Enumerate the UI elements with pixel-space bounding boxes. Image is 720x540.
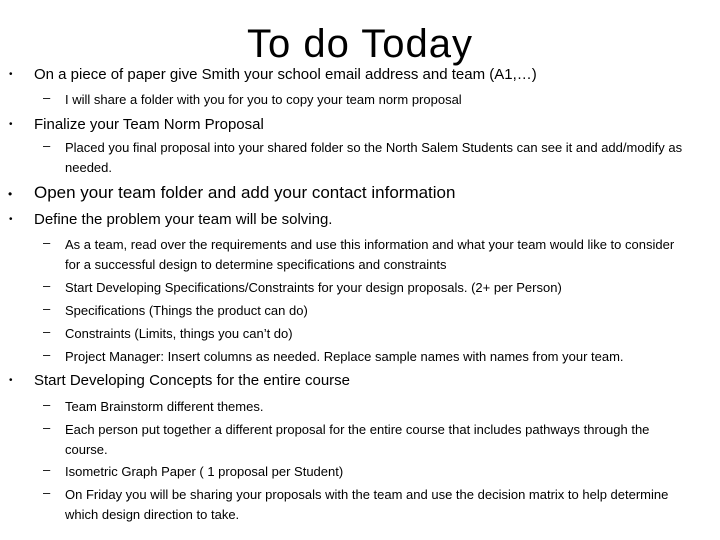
bullet-icon: •: [9, 69, 13, 80]
sub-bullet-text: As a team, read over the requirements and use this information and what your team would like to consider for a successful design to determine specifications and constraints: [65, 237, 675, 272]
dash-icon: –: [43, 235, 51, 250]
sub-bullet-text: On Friday you will be sharing your proposals with the team and use the decision matrix to help determine which design direction to take.: [65, 487, 669, 522]
bullet-text: Open your team folder and add your contact information: [34, 183, 456, 202]
sub-bullet-text: Isometric Graph Paper ( 1 proposal per Student): [65, 464, 344, 479]
dash-icon: –: [43, 301, 51, 316]
sub-bullet-text: Placed you final proposal into your shared folder so the North Salem Students can see it and add/modify as needed.: [65, 140, 683, 175]
bullet-text: Finalize your Team Norm Proposal: [34, 116, 264, 133]
bullet-text: Define the problem your team will be solving.: [34, 211, 333, 228]
dash-icon: –: [43, 347, 51, 362]
bullet-text: On a piece of paper give Smith your school email address and team (A1,…): [34, 66, 537, 83]
sub-bullet-text: Each person put together a different proposal for the entire course that includes pathways through the course.: [65, 422, 650, 457]
page-title: To do Today: [247, 22, 473, 66]
dash-icon: –: [43, 485, 51, 500]
dash-icon: –: [43, 90, 51, 105]
sub-bullet-text: Start Developing Specifications/Constraints for your design proposals. (2+ per Person): [65, 280, 562, 295]
sub-bullet-text: Team Brainstorm different themes.: [65, 399, 264, 414]
bullet-text: Start Developing Concepts for the entire course: [34, 372, 351, 389]
dash-icon: –: [43, 138, 51, 153]
dash-icon: –: [43, 462, 51, 477]
dash-icon: –: [43, 420, 51, 435]
sub-bullet-text: Project Manager: Insert columns as needed. Replace sample names with names from your team.: [65, 349, 624, 364]
dash-icon: –: [43, 324, 51, 339]
dash-icon: –: [43, 278, 51, 293]
bullet-icon: •: [9, 375, 13, 386]
bullet-icon: •: [9, 119, 13, 130]
sub-bullet-text: I will share a folder with you for you to copy your team norm proposal: [65, 92, 462, 107]
sub-bullet-text: Constraints (Limits, things you can’t do): [65, 326, 293, 341]
sub-bullet-text: Specifications (Things the product can do): [65, 303, 308, 318]
bullet-icon: •: [8, 187, 13, 201]
bullet-icon: •: [9, 214, 13, 225]
dash-icon: –: [43, 397, 51, 412]
